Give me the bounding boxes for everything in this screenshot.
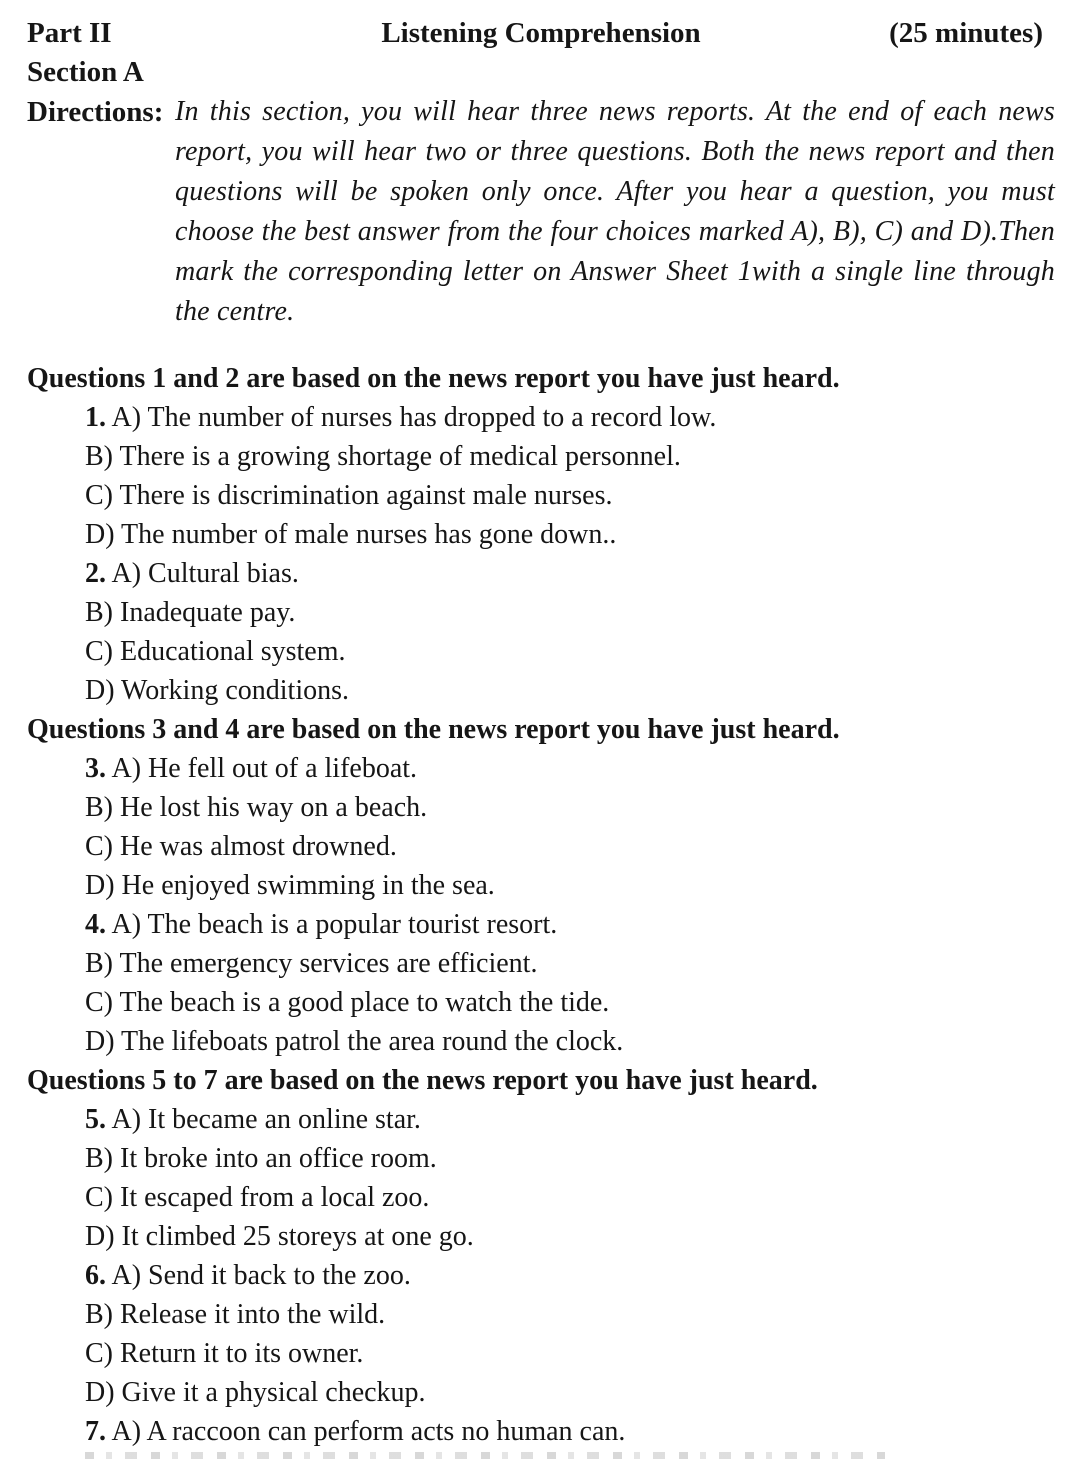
option-line <box>27 671 1055 710</box>
option-text: B) Release it into the wild. <box>85 1299 386 1330</box>
option-text: B) The emergency services are efficient. <box>85 948 538 979</box>
question-number: 4. <box>85 909 106 940</box>
option-text: C) It escaped from a local zoo. <box>85 1182 430 1213</box>
option-text: D) It climbed 25 storeys at one go. <box>85 1221 474 1252</box>
option-text: C) Return it to its owner. <box>85 1338 364 1369</box>
option-text: D) The number of male nurses has gone down.. <box>85 519 617 550</box>
option-text: C) He was almost drowned. <box>85 831 397 862</box>
question-groups <box>27 359 1055 1451</box>
option-line <box>27 1178 1055 1217</box>
option-line <box>27 437 1055 476</box>
section-label: Section A <box>27 56 144 88</box>
option-line <box>27 1295 1055 1334</box>
option-line <box>27 827 1055 866</box>
question-number: 1. <box>85 402 106 433</box>
option-line <box>27 1373 1055 1412</box>
part-header-row <box>27 14 1055 53</box>
option-text: C) The beach is a good place to watch the tide. <box>85 987 610 1018</box>
option-line <box>27 983 1055 1022</box>
question-number: 7. <box>85 1416 106 1447</box>
page-title: Listening Comprehension <box>381 17 701 49</box>
directions-block <box>27 92 1055 332</box>
question-number: 6. <box>85 1260 106 1291</box>
option-line <box>27 866 1055 905</box>
option-line <box>27 905 1055 944</box>
option-line <box>27 1256 1055 1295</box>
option-line <box>27 788 1055 827</box>
option-line <box>27 593 1055 632</box>
option-line <box>27 1022 1055 1061</box>
option-line <box>27 398 1055 437</box>
question-number: 3. <box>85 753 106 784</box>
option-text: C) Educational system. <box>85 636 346 667</box>
option-text: C) There is discrimination against male nurses. <box>85 480 613 511</box>
option-line <box>27 944 1055 983</box>
option-line <box>27 515 1055 554</box>
option-line <box>27 1100 1055 1139</box>
option-line <box>27 749 1055 788</box>
option-text: A) It became an online star. <box>111 1104 421 1135</box>
option-text: D) Working conditions. <box>85 675 349 706</box>
option-text: D) He enjoyed swimming in the sea. <box>85 870 495 901</box>
option-text: D) Give it a physical checkup. <box>85 1377 426 1408</box>
option-line <box>27 554 1055 593</box>
group-heading: Questions 5 to 7 are based on the news report you have just heard. <box>27 1065 818 1096</box>
time-limit: (25 minutes) <box>889 17 1043 49</box>
option-text: B) Inadequate pay. <box>85 597 296 628</box>
option-line <box>27 1139 1055 1178</box>
option-text: B) He lost his way on a beach. <box>85 792 428 823</box>
question-number: 2. <box>85 558 106 589</box>
question-number: 5. <box>85 1104 106 1135</box>
directions-label: Directions: <box>27 96 164 128</box>
directions-text: In this section, you will hear three news reports. At the end of each news report, you will hear two or three questions. Both the news report and then questions will be spoken only once. After you hear a question, you must choose the best answer from the four choices marked A), B), C) and D).Then mark the corresponding letter on Answer Sheet 1with a single line through the centre. <box>175 96 1055 327</box>
option-text: B) It broke into an office room. <box>85 1143 437 1174</box>
option-text: A) Send it back to the zoo. <box>111 1260 411 1291</box>
option-line <box>27 632 1055 671</box>
cutoff-next-line-fragment <box>85 1452 885 1459</box>
group-heading: Questions 1 and 2 are based on the news report you have just heard. <box>27 363 840 394</box>
option-line <box>27 1217 1055 1256</box>
option-text: A) Cultural bias. <box>111 558 299 589</box>
part-label: Part II <box>27 17 112 49</box>
option-text: A) The beach is a popular tourist resort. <box>111 909 558 940</box>
option-text: D) The lifeboats patrol the area round the clock. <box>85 1026 624 1057</box>
option-text: A) He fell out of a lifeboat. <box>111 753 418 784</box>
option-line <box>27 476 1055 515</box>
option-line <box>27 1412 1055 1451</box>
group-heading: Questions 3 and 4 are based on the news report you have just heard. <box>27 714 840 745</box>
option-text: A) The number of nurses has dropped to a record low. <box>111 402 717 433</box>
option-text: A) A raccoon can perform acts no human can. <box>111 1416 626 1447</box>
option-text: B) There is a growing shortage of medical personnel. <box>85 441 681 472</box>
option-line <box>27 1334 1055 1373</box>
